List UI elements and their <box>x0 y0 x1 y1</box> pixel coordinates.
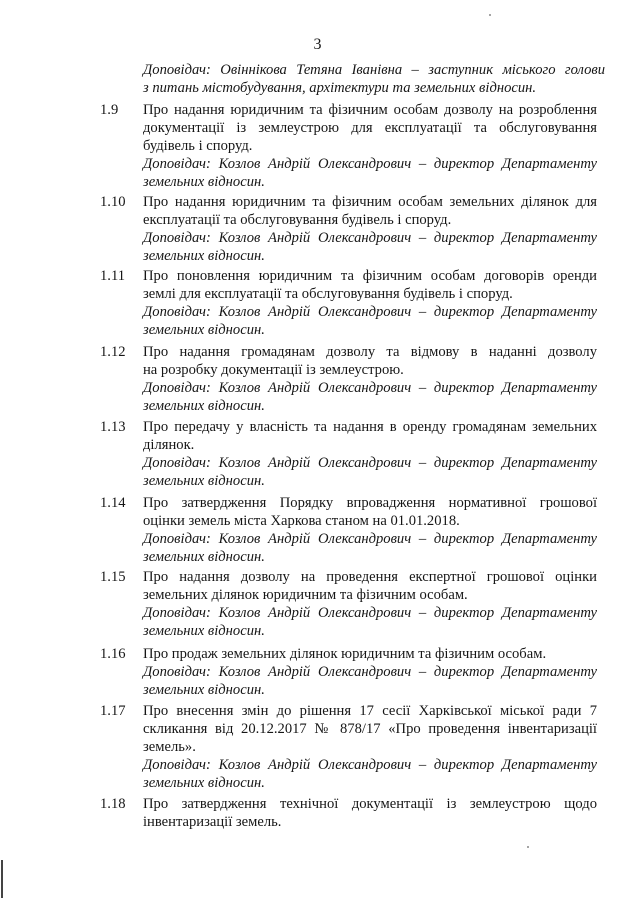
speaker-line: земельних відносин. <box>143 174 265 190</box>
item-title-line: Про внесення змін до рішення 17 сесії Харківської міської ради 7 <box>143 703 597 719</box>
item-title-line: Про затвердження технічної документації із землеустрою щодо <box>143 796 597 812</box>
item-text <box>143 494 597 566</box>
speaker-line: земельних відносин. <box>143 473 265 489</box>
speaker-line: земельних відносин. <box>143 248 265 264</box>
item-number: 1.9 <box>100 102 119 118</box>
item-text <box>143 702 597 792</box>
item-title-line: Про поновлення юридичним та фізичним особам договорів оренди <box>143 268 597 284</box>
item-number: 1.11 <box>100 268 125 284</box>
item-text <box>143 418 597 490</box>
item-number: 1.18 <box>100 796 126 812</box>
item-text <box>143 568 597 640</box>
item-title-line: скликання від 20.12.2017 № 878/17 «Про проведення інвентаризації <box>143 721 597 737</box>
item-number: 1.17 <box>100 703 126 719</box>
scan-speck <box>489 14 491 16</box>
item-title-line: будівель і споруд. <box>143 138 253 154</box>
speaker-line: Доповідач: Козлов Андрій Олександрович – директор Департаменту <box>143 156 597 172</box>
item-title-line: інвентаризації земель. <box>143 814 282 830</box>
scan-speck <box>527 846 529 848</box>
speaker-line: земельних відносин. <box>143 322 265 338</box>
item-number: 1.13 <box>100 419 126 435</box>
speaker-line: Доповідач: Козлов Андрій Олександрович – директор Департаменту <box>143 230 597 246</box>
page-number: 3 <box>313 36 322 53</box>
speaker-line: Доповідач: Козлов Андрій Олександрович – директор Департаменту <box>143 757 597 773</box>
speaker-line: Доповідач: Козлов Андрій Олександрович – директор Департаменту <box>143 531 597 547</box>
item-title-line: землі для експлуатації та обслуговування будівель і споруд. <box>143 286 513 302</box>
item-title-line: ділянок. <box>143 437 195 453</box>
item-number: 1.10 <box>100 194 126 210</box>
speaker-line: земельних відносин. <box>143 775 265 791</box>
item-title-line: документації із землеустрою для експлуатації та обслуговування <box>143 120 597 136</box>
speaker-line: земельних відносин. <box>143 549 265 565</box>
item-title-line: Про надання дозволу на проведення експертної грошової оцінки <box>143 569 597 585</box>
item-number: 1.15 <box>100 569 126 585</box>
item-title-line: експлуатації та обслуговування будівель і споруд. <box>143 212 452 228</box>
item-title-line: на розробку документації із землеустрою. <box>143 362 404 378</box>
item-title-line: Про передачу у власність та надання в оренду громадянам земельних <box>143 419 597 435</box>
speaker-line: Доповідач: Козлов Андрій Олександрович – директор Департаменту <box>143 605 597 621</box>
speaker-line: Доповідач: Козлов Андрій Олександрович – директор Департаменту <box>143 380 597 396</box>
item-title-line: Про затвердження Порядку впровадження нормативної грошової <box>143 495 597 511</box>
speaker-line: Доповідач: Овіннікова Тетяна Іванівна – заступник міського голови <box>143 62 605 78</box>
item-text <box>143 795 597 831</box>
speaker-line: земельних відносин. <box>143 398 265 414</box>
item-title-line: Про продаж земельних ділянок юридичним та фізичним особам. <box>143 646 547 662</box>
speaker-line: з питань містобудування, архітектури та земельних відносин. <box>143 80 537 96</box>
speaker-line: Доповідач: Козлов Андрій Олександрович – директор Департаменту <box>143 664 597 680</box>
intro-speaker <box>143 61 605 97</box>
item-text <box>143 267 597 339</box>
item-number: 1.16 <box>100 646 126 662</box>
item-title-line: оцінки земель міста Харкова станом на 01.01.2018. <box>143 513 460 529</box>
item-title-line: земель». <box>143 739 196 755</box>
item-title-line: Про надання юридичним та фізичним особам земельних ділянок для <box>143 194 597 210</box>
item-title-line: Про надання юридичним та фізичним особам дозволу на розроблення <box>143 102 597 118</box>
item-text <box>143 343 597 415</box>
item-title-line: земельних ділянок юридичним та фізичним особам. <box>143 587 468 603</box>
speaker-line: земельних відносин. <box>143 623 265 639</box>
item-number: 1.12 <box>100 344 126 360</box>
speaker-line: Доповідач: Козлов Андрій Олександрович – директор Департаменту <box>143 455 597 471</box>
speaker-line: земельних відносин. <box>143 682 265 698</box>
item-text <box>143 193 597 265</box>
speaker-line: Доповідач: Козлов Андрій Олександрович – директор Департаменту <box>143 304 597 320</box>
item-number: 1.14 <box>100 495 126 511</box>
item-text <box>143 645 597 699</box>
scan-edge-mark <box>1 860 3 898</box>
item-title-line: Про надання громадянам дозволу та відмову в наданні дозволу <box>143 344 597 360</box>
item-text <box>143 101 597 191</box>
